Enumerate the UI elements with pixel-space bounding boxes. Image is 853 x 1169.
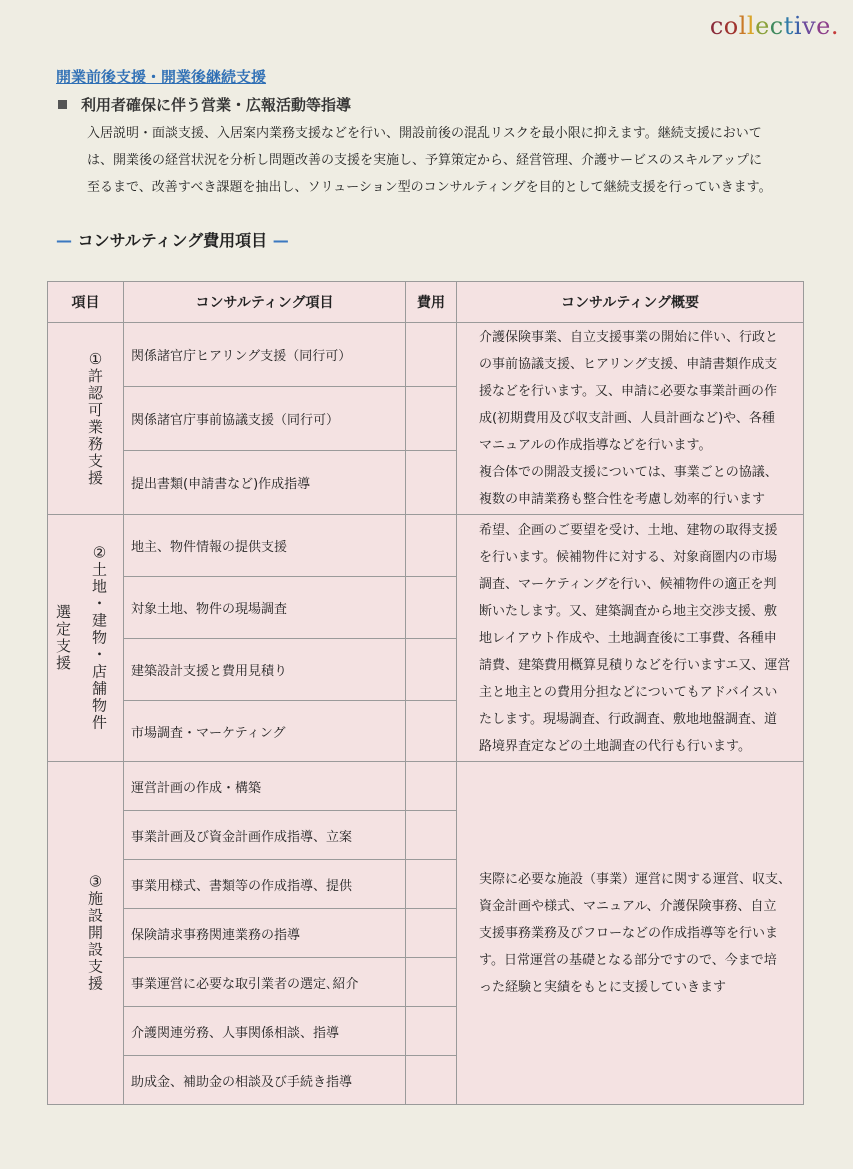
summary-line: 支援事務業務及びフローなどの作成指導等を行いま: [479, 925, 779, 941]
category-char: 土: [92, 560, 108, 579]
fee-cell: [406, 1056, 457, 1105]
consulting-summary-cell: [457, 323, 804, 515]
consulting-summary-cell: [457, 762, 804, 1105]
table-row: [48, 762, 804, 811]
fee-cell: [406, 639, 457, 701]
square-bullet-icon: [58, 100, 67, 109]
category-label-column: [92, 545, 107, 732]
category-char: 業: [88, 417, 104, 436]
intro-line: 入居説明・面談支援、入居案内業務支援などを行い、開設前後の混乱リスクを最小限に抑えます。継続支援において: [87, 126, 762, 141]
category-char: 務: [88, 434, 104, 453]
category-char: 物: [92, 628, 108, 647]
category-cell: [48, 762, 124, 1105]
intro-paragraph: [87, 120, 799, 201]
logo-letter: l: [738, 12, 747, 40]
consulting-item-cell: 関係諸官庁ヒアリング支援（同行可）: [124, 323, 406, 387]
category-char: 許: [88, 366, 104, 385]
category-char: 建: [92, 611, 108, 630]
header-fee: 費用: [406, 282, 457, 323]
section-heading-text: コンサルティング費用項目: [77, 231, 268, 250]
category-char: 支: [88, 451, 104, 470]
summary-line: 路境界査定などの土地調査の代行も行います。: [479, 738, 751, 754]
category-char: 物: [92, 696, 108, 715]
logo-letter: c: [769, 12, 784, 40]
summary-line: す。日常運営の基礎となる部分ですので、今まで培: [479, 952, 777, 968]
logo-letter: t: [783, 12, 794, 40]
heading-dash-left: —: [56, 231, 72, 250]
category-char: 援: [56, 654, 72, 672]
fee-cell: [406, 909, 457, 958]
consulting-fee-table: [47, 281, 804, 1105]
fee-cell: [406, 860, 457, 909]
category-char: 地: [92, 577, 108, 596]
consulting-item-cell: 提出書類(申請書など)作成指導: [124, 451, 406, 515]
summary-line: った経験と実績をもとに支援していきます: [479, 979, 727, 995]
consulting-item-cell: 事業計画及び資金計画作成指導、立案: [124, 811, 406, 860]
consulting-item-cell: 市場調査・マーケティング: [124, 701, 406, 762]
category-char: 定: [56, 620, 72, 638]
consulting-item-cell: 関係諸官庁事前協議支援（同行可）: [124, 387, 406, 451]
category-char: ・: [92, 645, 108, 664]
category-cell: [48, 515, 124, 762]
category-label-column: [88, 351, 103, 487]
summary-line: を行います。候補物件に対する、対象商圏内の市場: [479, 549, 777, 565]
consulting-summary-cell: [457, 515, 804, 762]
category-label-column: [88, 874, 103, 993]
consulting-item-cell: 事業用様式、書類等の作成指導、提供: [124, 860, 406, 909]
fee-cell: [406, 811, 457, 860]
category-char: 支: [88, 957, 104, 976]
consulting-item-cell: 運営計画の作成・構築: [124, 762, 406, 811]
category-char: ③: [88, 872, 103, 891]
category-char: ・: [92, 594, 108, 613]
heading-dash-right: —: [272, 231, 289, 250]
fee-cell: [406, 1007, 457, 1056]
bullet-title: [58, 94, 351, 115]
brand-logo: [710, 12, 839, 40]
category-char: 援: [88, 468, 104, 487]
consulting-item-cell: 建築設計支援と費用見積り: [124, 639, 406, 701]
intro-line: は、開業後の経営状況を分析し問題改善の支援を実施し、予算策定から、経営管理、介護サービスのスキルアップに: [87, 153, 762, 168]
fee-cell: [406, 451, 457, 515]
category-char: ①: [88, 349, 103, 368]
category-char: 舗: [92, 679, 108, 698]
consulting-item-cell: 地主、物件情報の提供支援: [124, 515, 406, 577]
category-char: 設: [88, 940, 104, 959]
summary-line: 複数の申請業務も整合性を考慮し効率的行います: [479, 492, 766, 507]
summary-line: 介護保険事業、自立支援事業の開始に伴い、行政と: [479, 330, 779, 345]
fee-cell: [406, 515, 457, 577]
fee-cell: [406, 762, 457, 811]
summary-line: 複合体での開設支援については、事業ごとの協議、: [479, 465, 778, 480]
logo-letter: i: [793, 12, 803, 40]
summary-line: マニュアルの作成指導などを行います。: [479, 438, 712, 453]
category-char: 支: [56, 637, 72, 655]
fee-cell: [406, 958, 457, 1007]
summary-line: 請費、建築費用概算見積りなどを行いますエ又、運営: [479, 657, 791, 673]
logo-letter: o: [723, 12, 739, 40]
table-header-row: [48, 282, 804, 323]
summary-line: たします。現場調査、行政調査、敷地地盤調査、道: [479, 711, 777, 727]
consulting-item-cell: 対象土地、物件の現場調査: [124, 577, 406, 639]
category-char: ②: [92, 543, 107, 562]
summary-line: 希望、企画のご要望を受け、土地、建物の取得支援: [479, 522, 778, 538]
summary-line: 援などを行います。又、申請に必要な事業計画の作: [479, 384, 777, 399]
bullet-title-text: 利用者確保に伴う営業・広報活動等指導: [81, 96, 352, 114]
consulting-item-cell: 事業運営に必要な取引業者の選定､紹介: [124, 958, 406, 1007]
section-heading: [56, 228, 289, 251]
logo-letter: .: [830, 12, 839, 40]
summary-line: 地レイアウト作成や、土地調査後に工事費、各種申: [479, 630, 777, 646]
category-char: 店: [92, 662, 108, 681]
category-char: 援: [88, 974, 104, 993]
summary-line: 断いたします。又、建築調査から地主交渉支援、敷: [479, 603, 777, 619]
category-char: 件: [92, 713, 108, 732]
table-row: [48, 323, 804, 387]
fee-cell: [406, 323, 457, 387]
consulting-item-cell: 保険請求事務関連業務の指導: [124, 909, 406, 958]
category-char: 可: [88, 400, 104, 419]
category-char: 施: [88, 889, 104, 908]
category-char: 選: [56, 603, 72, 621]
header-category: 項目: [48, 282, 124, 323]
category-char: 認: [88, 383, 104, 402]
logo-letter: l: [746, 12, 756, 40]
summary-line: 主と地主との費用分担などについてもアドバイスい: [479, 684, 778, 700]
summary-line: 成(初期費用及び収支計画、人員計画など)や、各種: [479, 411, 775, 426]
section-link[interactable]: 開業前後支援・開業後継続支援: [56, 68, 267, 86]
logo-letter: c: [709, 12, 724, 40]
consulting-item-cell: 助成金、補助金の相談及び手続き指導: [124, 1056, 406, 1105]
fee-cell: [406, 701, 457, 762]
category-label-column: [56, 604, 71, 672]
header-summary: コンサルティング概要: [457, 282, 804, 323]
logo-letter: e: [816, 12, 831, 40]
logo-letter: e: [755, 12, 770, 40]
category-cell: [48, 323, 124, 515]
intro-line: 至るまで、改善すべき課題を抽出し、ソリューション型のコンサルティングを目的として継続支援を行っていきます。: [87, 180, 772, 195]
fee-cell: [406, 387, 457, 451]
category-char: 開: [88, 923, 104, 942]
header-item: コンサルティング項目: [124, 282, 406, 323]
category-char: 設: [88, 906, 104, 925]
consulting-item-cell: 介護関連労務、人事関係相談、指導: [124, 1007, 406, 1056]
logo-letter: v: [802, 12, 817, 40]
summary-line: 資金計画や様式、マニュアル、介護保険事務、自立: [479, 898, 777, 914]
fee-cell: [406, 577, 457, 639]
summary-line: 実際に必要な施設（事業）運営に関する運営、収支、: [479, 871, 792, 887]
summary-line: の事前協議支援、ヒアリング支援、申請書類作成支: [479, 357, 778, 372]
table-row: [48, 515, 804, 577]
summary-line: 調査、マーケティングを行い、候補物件の適正を判: [479, 576, 777, 592]
